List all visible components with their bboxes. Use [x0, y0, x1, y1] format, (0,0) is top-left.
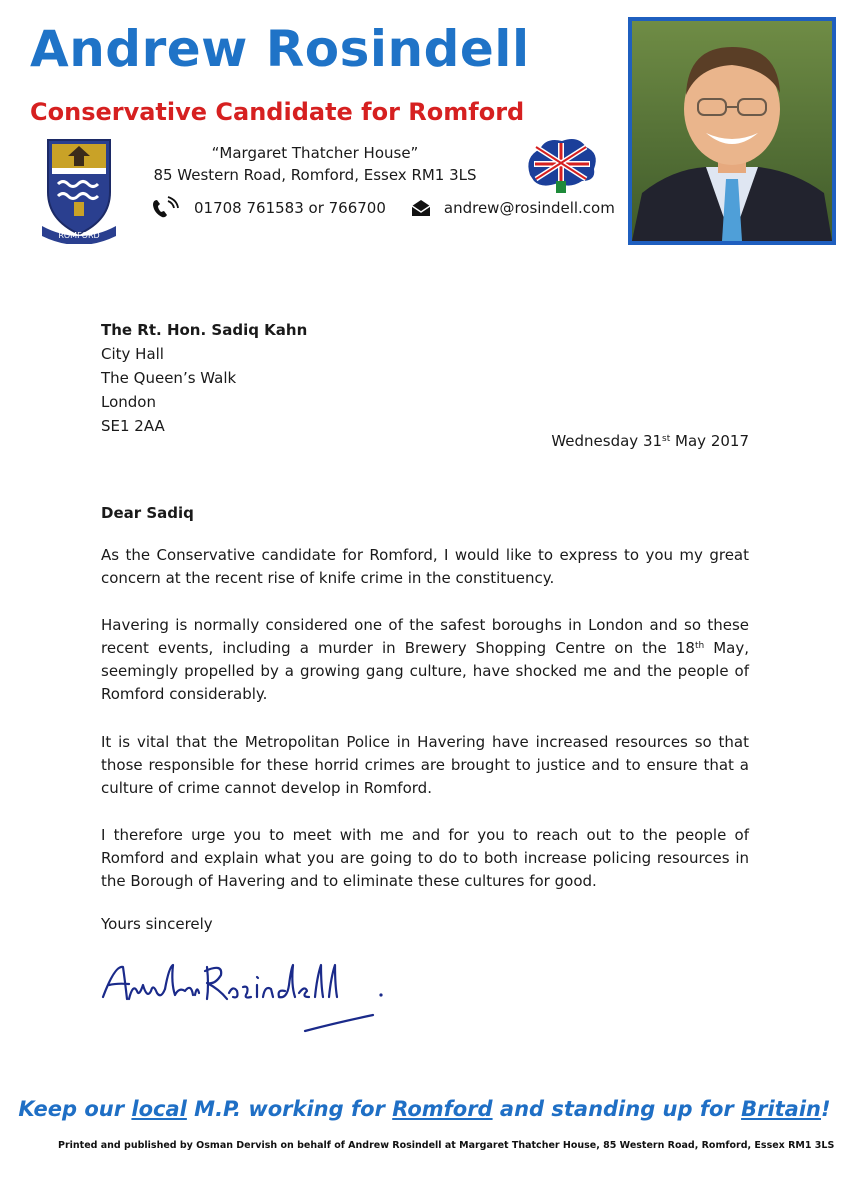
slogan-text: Keep our: [18, 1097, 132, 1121]
contact-details: [150, 196, 615, 220]
street-address: 85 Western Road, Romford, Essex RM1 3LS: [153, 166, 477, 184]
closing: Yours sincerely: [101, 915, 213, 933]
date-month-year: May 2017: [670, 432, 749, 450]
recipient-line: The Queen’s Walk: [101, 369, 237, 387]
slogan-emphasis: local: [131, 1097, 187, 1121]
paragraph-text: Havering is normally considered one of the safest boroughs in London and so these recent events, including a murder in Brewery Shopping Centre on the 18: [101, 616, 749, 657]
romford-crest-logo: [38, 132, 120, 244]
slogan-emphasis: Romford: [392, 1097, 493, 1121]
slogan-emphasis: Britain: [741, 1097, 821, 1121]
body-paragraph: It is vital that the Metropolitan Police in Havering have increased resources so that those responsible for these horrid crimes are brought to justice and to ensure that a culture of crime cannot develop in Romford.: [101, 733, 749, 797]
slogan-text: !: [821, 1097, 831, 1121]
recipient-address: [101, 318, 749, 438]
recipient-line: City Hall: [101, 345, 164, 363]
campaign-slogan: [0, 1097, 849, 1121]
recipient-name: The Rt. Hon. Sadiq Kahn: [101, 321, 308, 339]
phone-icon: [150, 196, 180, 220]
recipient-line: SE1 2AA: [101, 417, 165, 435]
body-paragraph: I therefore urge you to meet with me and for you to reach out to the people of Romford and explain what you are going to do to both increase policing resources in the Borough of Havering and to eliminate these cultures for good.: [101, 826, 749, 890]
salutation: Dear Sadiq: [101, 504, 194, 522]
phone-number: 01708 761583 or 766700: [194, 199, 386, 217]
slogan-text: and standing up for: [492, 1097, 742, 1121]
recipient-line: London: [101, 393, 156, 411]
house-name: “Margaret Thatcher House”: [211, 144, 419, 162]
conservative-tree-logo: [520, 135, 602, 195]
svg-text:Andrew Rosindell: Andrew Rosindell: [95, 955, 104, 956]
body-paragraph: [101, 614, 749, 706]
ordinal-suffix: th: [694, 641, 705, 651]
body-paragraph: As the Conservative candidate for Romford, I would like to express to you my great concern at the recent rise of knife crime in the constituency.: [101, 546, 749, 587]
email-icon: [410, 199, 432, 217]
candidate-name: Andrew Rosindell: [30, 20, 530, 78]
handwritten-signature: [95, 955, 415, 1055]
office-address: [150, 142, 480, 186]
date-suffix: st: [662, 434, 671, 444]
candidate-title: Conservative Candidate for Romford: [30, 98, 525, 126]
date-day: Wednesday 31: [551, 432, 663, 450]
candidate-photo: [632, 21, 832, 241]
slogan-text: M.P. working for: [186, 1097, 393, 1121]
candidate-photo-frame: [628, 17, 836, 245]
svg-text:ROMFORD: ROMFORD: [58, 231, 100, 240]
letter-date: [101, 432, 749, 450]
email-address: andrew@rosindell.com: [443, 199, 615, 217]
imprint-notice: Printed and published by Osman Dervish on behalf of Andrew Rosindell at Margaret Thatcher House, 85 Western Road, Romford, Essex RM1 3LS: [58, 1140, 835, 1151]
paragraph-text: May, seemingly propelled by a growing gang culture, have shocked me and the people of Romford considerably.: [101, 639, 750, 703]
